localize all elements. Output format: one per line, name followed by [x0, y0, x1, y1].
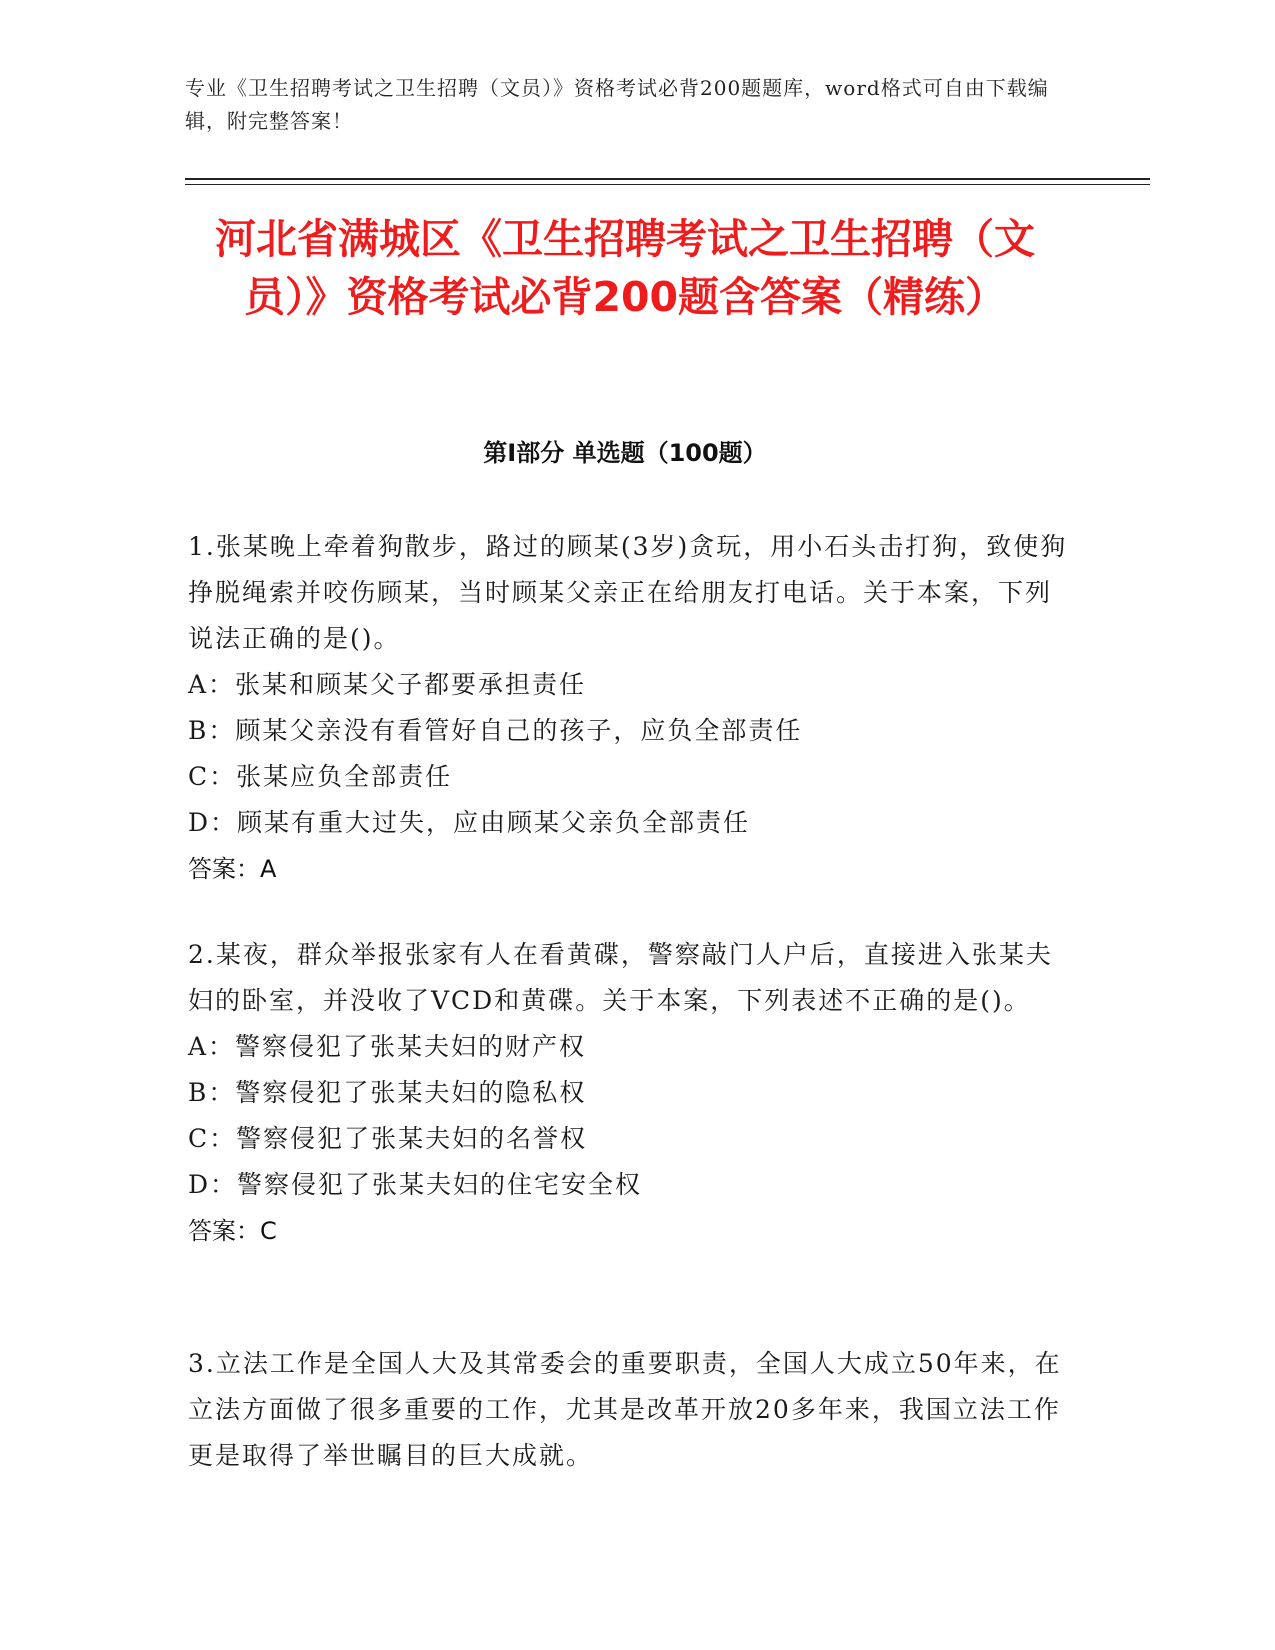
question-1 [188, 524, 1068, 892]
option-b: B：警察侵犯了张某夫妇的隐私权 [188, 1078, 587, 1107]
option-d: D：警察侵犯了张某夫妇的住宅安全权 [188, 1170, 643, 1199]
question-stem: 2.某夜，群众举报张家有人在看黄碟，警察敲门人户后，直接进入张某夫妇的卧室，并没收了VCD和黄碟。关于本案，下列表述不正确的是()。 [188, 940, 1053, 1015]
option-c: C：张某应负全部责任 [188, 762, 453, 791]
option-a: A：警察侵犯了张某夫妇的财产权 [188, 1032, 587, 1061]
question-3 [188, 1341, 1068, 1479]
option-c: C：警察侵犯了张某夫妇的名誉权 [188, 1124, 588, 1153]
header-note: 专业《卫生招聘考试之卫生招聘（文员）》资格考试必背200题题库，word格式可自由下载编辑，附完整答案！ [185, 76, 1049, 133]
option-a: A：张某和顾某父子都要承担责任 [188, 670, 587, 699]
option-d: D：顾某有重大过失，应由顾某父亲负全部责任 [188, 808, 751, 837]
header-divider-thin [185, 184, 1150, 185]
question-stem: 1.张某晚上牵着狗散步，路过的顾某(3岁)贪玩，用小石头击打狗，致使狗挣脱绳索并咬伤顾某，当时顾某父亲正在给朋友打电话。关于本案，下列说法正确的是()。 [188, 532, 1068, 653]
answer-line: 答案：C [188, 1217, 277, 1245]
option-b: B：顾某父亲没有看管好自己的孩子，应负全部责任 [188, 716, 803, 745]
header-divider-thick [185, 178, 1150, 180]
document-title: 河北省满城区《卫生招聘考试之卫生招聘（文员）》资格考试必背200题含答案（精练） [215, 215, 1035, 321]
answer-line: 答案：A [188, 855, 277, 883]
question-2 [188, 932, 1068, 1254]
section-heading: 第Ⅰ部分 单选题（100题） [483, 439, 767, 467]
question-stem: 3.立法工作是全国人大及其常委会的重要职责，全国人大成立50年来，在立法方面做了很多重要的工作，尤其是改革开放20多年来，我国立法工作更是取得了举世瞩目的巨大成就。 [188, 1349, 1062, 1470]
